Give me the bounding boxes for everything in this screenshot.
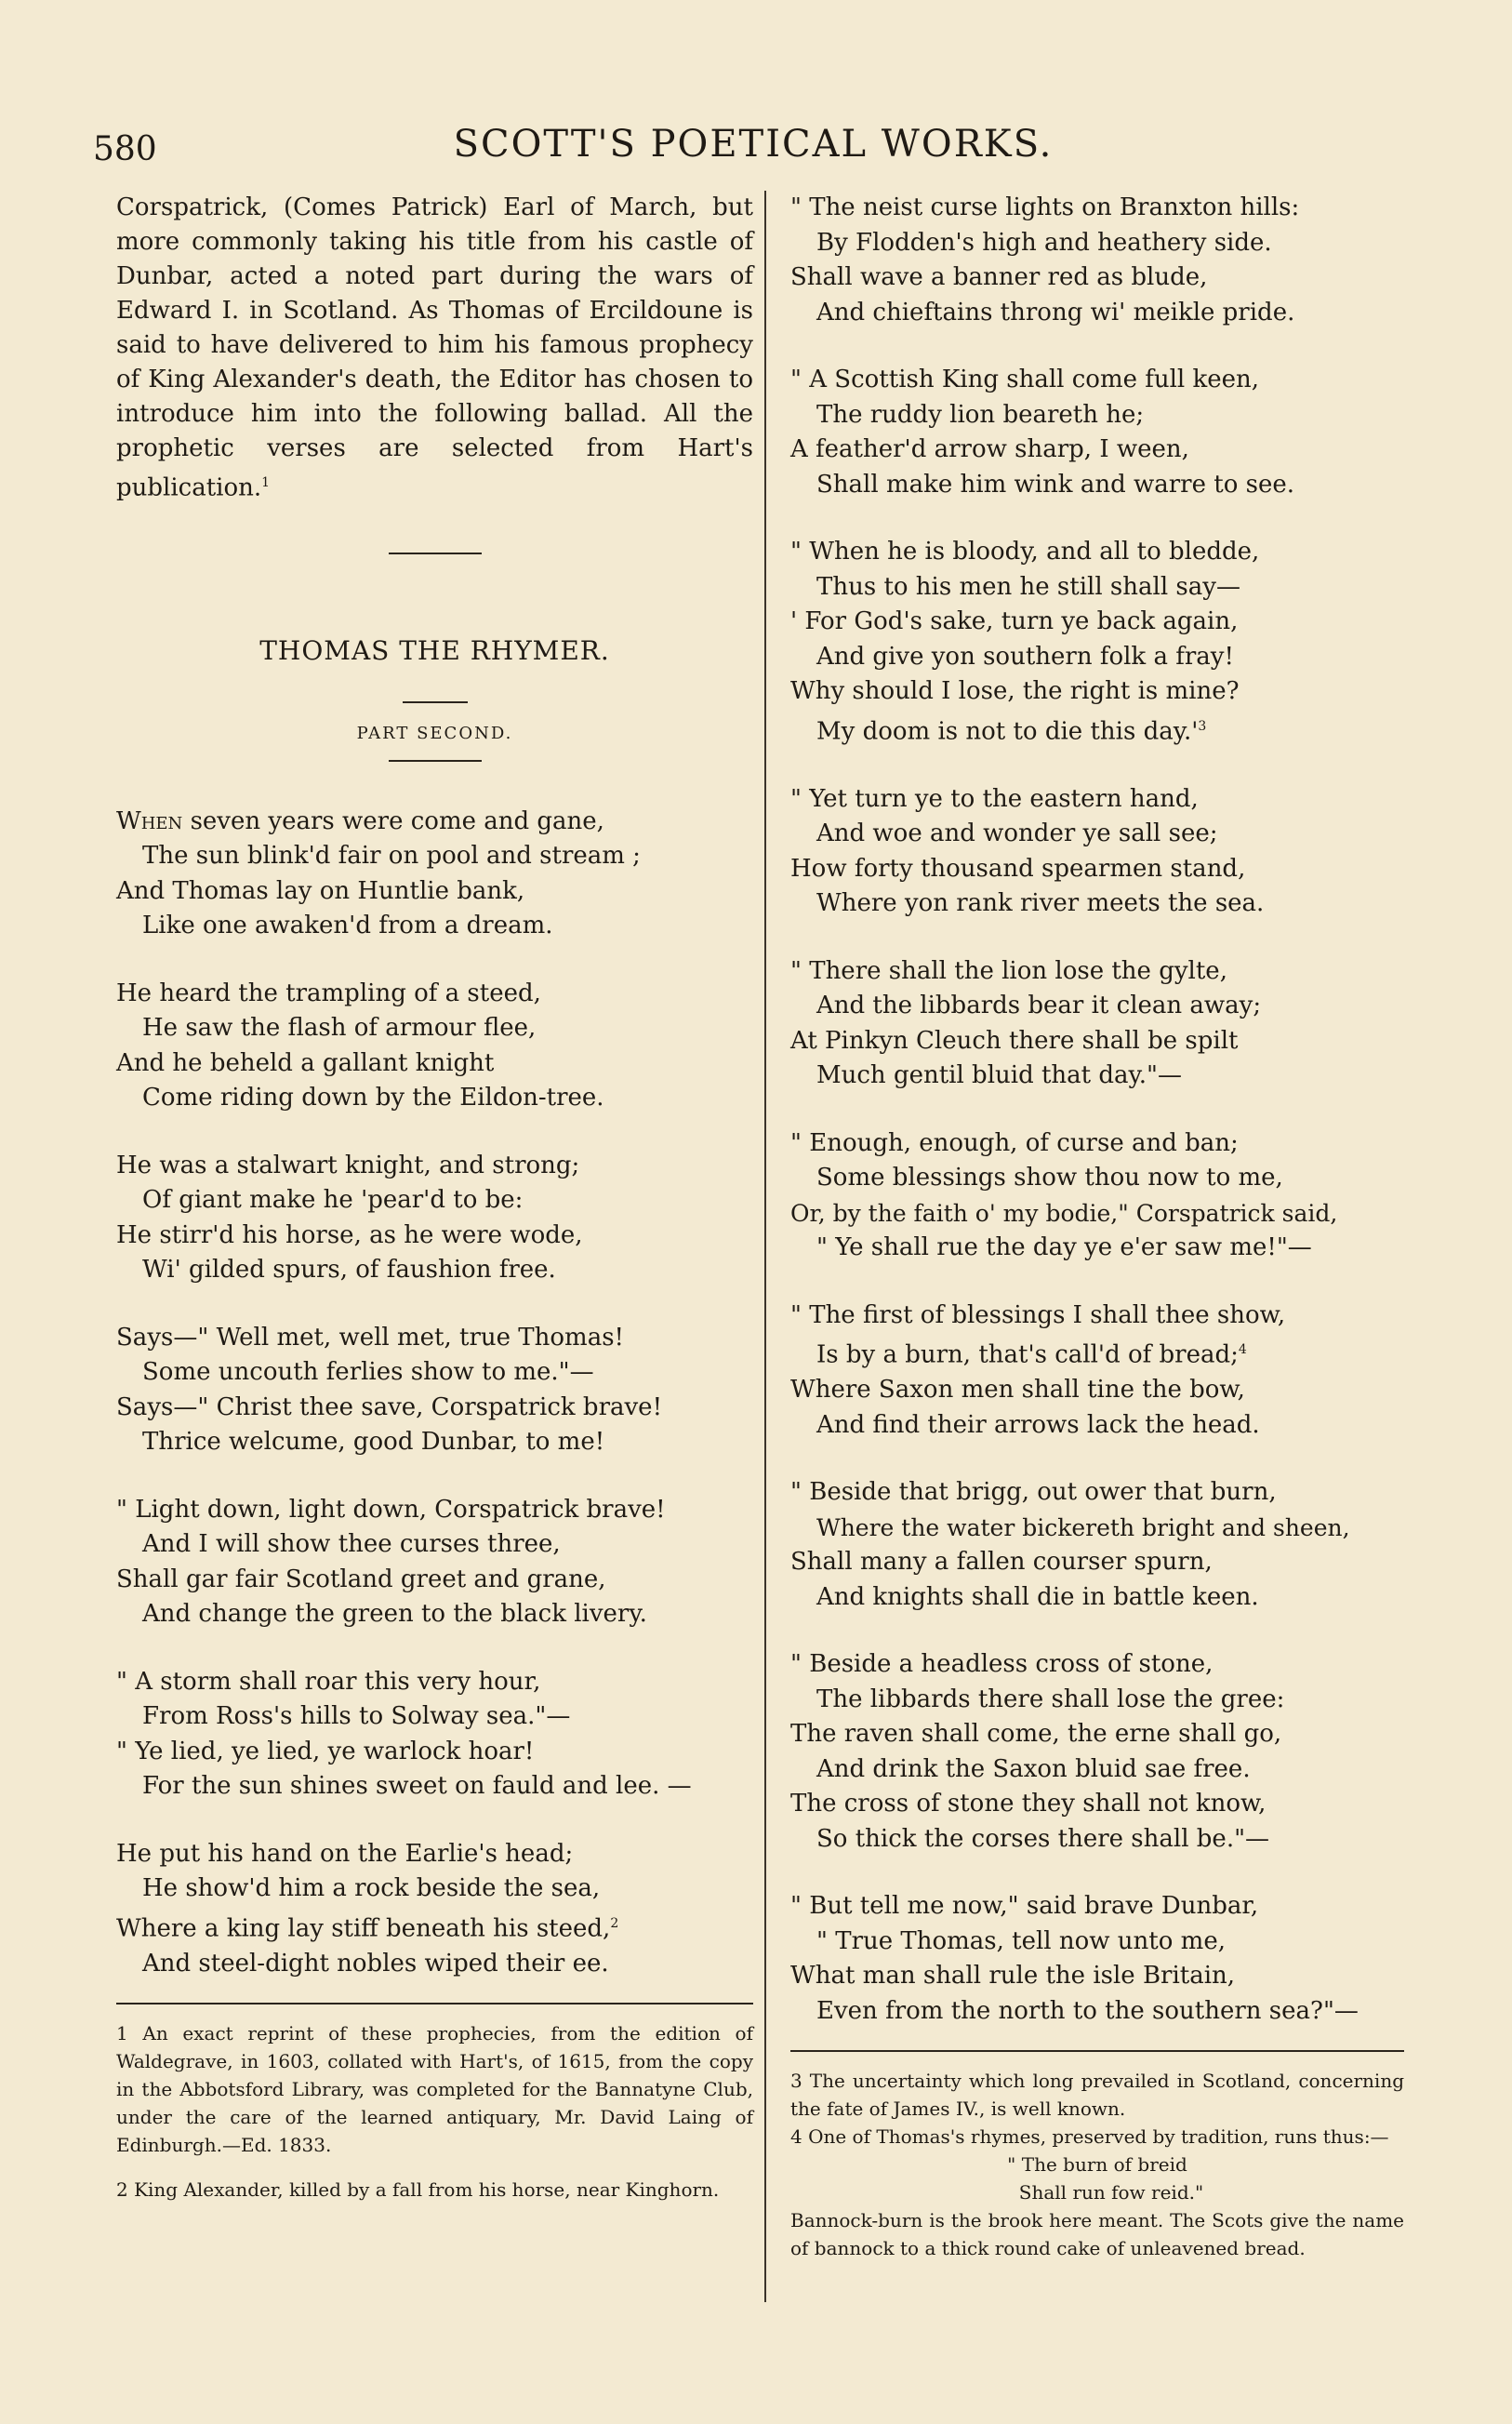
footnote-ref-4: 4 xyxy=(1238,1342,1247,1358)
intro-text: Corspatrick, (Comes Patrick) Earl of March, but more commonly taking his title from his castle of Dunbar, acted a noted part during the wars of Edward I. in Scotland. As Thomas of Ercildoune is said to have delivered to him his famous prophecy of King Alexander's death, the Editor has chosen to introduce him into the following ballad. All the prophetic verses are selected from Hart's publication. xyxy=(116,193,753,502)
verse-text: My doom is not to die this day.' xyxy=(816,717,1199,746)
stanza xyxy=(116,1837,753,1982)
verse-line: For the sun shines sweet on fauld and lee. — xyxy=(142,1772,692,1801)
stanza xyxy=(790,535,1404,750)
verse-line: Come riding down by the Eildon-tree. xyxy=(142,1084,604,1112)
verse-line: Much gentil bluid that day."— xyxy=(816,1061,1182,1090)
verse-line: By Flodden's high and heathery side. xyxy=(816,228,1272,257)
footnote: 3 The uncertainty which long prevailed in Scotland, concerning the fate of James IV., is well known. xyxy=(790,2070,1404,2121)
verse-line: And I will show thee curses three, xyxy=(142,1530,561,1559)
verse-line: " When he is bloody, and all to bledde, xyxy=(790,538,1260,566)
left-column xyxy=(116,191,753,2204)
verse-line: " A storm shall roar this very hour, xyxy=(116,1667,541,1696)
verse-line: " Beside a headless cross of stone, xyxy=(790,1650,1214,1679)
verse-line: Or, by the faith o' my bodie," Corspatrick said, xyxy=(790,1199,1338,1227)
stanza xyxy=(790,1889,1404,2029)
verse-line: Shall many a fallen courser spurn, xyxy=(790,1548,1213,1577)
verse-line xyxy=(790,710,1404,750)
verse-line: Says—" Christ thee save, Corspatrick brave! xyxy=(116,1392,663,1421)
verse-line: Shall make him wink and warre to see. xyxy=(816,470,1294,499)
verse-line: At Pinkyn Cleuch there shall be spilt xyxy=(790,1026,1239,1055)
verse-line: Where the water bickereth bright and sheen, xyxy=(816,1513,1350,1541)
verse-line: He saw the flash of armour flee, xyxy=(142,1014,537,1043)
verse-line: And drink the Saxon bluid sae free. xyxy=(816,1754,1251,1783)
verse-line: " Ye shall rue the day ye e'er saw me!"— xyxy=(816,1233,1312,1262)
poem-title: THOMAS THE RHYMER. xyxy=(259,634,610,666)
verse-line: And the libbards bear it clean away; xyxy=(816,992,1262,1020)
verse-text: Is by a burn, that's call'd of bread; xyxy=(816,1340,1239,1369)
verse-line: Says—" Well met, well met, true Thomas! xyxy=(116,1323,624,1352)
verse-line: " Yet turn ye to the eastern hand, xyxy=(790,784,1199,813)
first-word: When xyxy=(116,806,183,835)
verse-line: And give yon southern folk a fray! xyxy=(816,642,1234,671)
right-poem xyxy=(790,191,1404,2029)
verse-line: He put his hand on the Earlie's head; xyxy=(116,1839,574,1868)
verse-line: And find their arrows lack the head. xyxy=(816,1410,1260,1439)
verse-line: " The first of blessings I shall thee show, xyxy=(790,1300,1286,1329)
verse-line: Of giant make he 'pear'd to be: xyxy=(142,1186,524,1215)
footnote: 2 King Alexander, killed by a fall from his horse, near Kinghorn. xyxy=(116,2178,720,2202)
verse-line: The cross of stone they shall not know, xyxy=(790,1790,1267,1818)
verse-line: A feather'd arrow sharp, I ween, xyxy=(790,435,1189,463)
verse-line: And Thomas lay on Huntlie bank, xyxy=(116,876,525,905)
verse-line: Like one awaken'd from a dream. xyxy=(142,912,553,940)
intro-paragraph xyxy=(116,191,753,506)
verse-line: " The neist curse lights on Branxton hills: xyxy=(790,193,1300,221)
footnote: 1 An exact reprint of these prophecies, from the edition of Waldegrave, in 1603, collated with Hart's, of 1615, from the copy in the Abbotsford Library, was completed for the Bannatyne Club, under the care of the learned antiquary, Mr. David Laing of Edinburgh.—Ed. 1833. xyxy=(116,2022,753,2157)
verse-line: Thrice welcume, good Dunbar, to me! xyxy=(142,1428,605,1457)
verse-line: Where Saxon men shall tine the bow, xyxy=(790,1376,1245,1405)
verse-line: " But tell me now," said brave Dunbar, xyxy=(790,1892,1259,1921)
footnote: Bannock-burn is the brook here meant. The Scots give the name of bannock to a thick round cake of unleavened bread. xyxy=(790,2209,1404,2260)
verse-line: ' For God's sake, turn ye back again, xyxy=(790,607,1239,635)
footnote-quote-line: Shall run fow reid." xyxy=(1018,2181,1204,2204)
verse-line: What man shall rule the isle Britain, xyxy=(790,1962,1236,1991)
part-rule xyxy=(389,760,482,762)
footnote-ref-3: 3 xyxy=(1198,718,1207,734)
verse-text: Where a king lay stiff beneath his steed, xyxy=(116,1914,611,1943)
verse-line: Thus to his men he still shall say— xyxy=(816,572,1240,601)
verse-line: He heard the trampling of a steed, xyxy=(116,979,541,1007)
right-column xyxy=(790,191,1404,2262)
stanza xyxy=(116,1493,753,1632)
stanza xyxy=(790,782,1404,922)
verse-line xyxy=(116,1907,753,1947)
verse-line: The ruddy lion beareth he; xyxy=(816,400,1145,429)
verse-line: And he beheld a gallant knight xyxy=(116,1048,495,1077)
verse-line: Shall wave a banner red as blude, xyxy=(790,263,1208,291)
footnote-quote-line: " The burn of breid xyxy=(1007,2153,1187,2177)
verse-line: He show'd him a rock beside the sea, xyxy=(142,1874,601,1903)
stanza xyxy=(790,954,1404,1094)
footnote-rule xyxy=(116,2003,753,2004)
verse-line: So thick the corses there shall be."— xyxy=(816,1824,1270,1853)
column-divider xyxy=(764,191,766,2302)
left-poem xyxy=(116,805,753,1982)
verse-line: And steel-dight nobles wiped their ee. xyxy=(142,1949,609,1978)
verse-text: seven years were come and gane, xyxy=(190,806,604,835)
verse-line: And woe and wonder ye sall see; xyxy=(816,819,1218,848)
stanza xyxy=(790,1475,1404,1615)
verse-line xyxy=(116,805,753,840)
stanza xyxy=(790,1647,1404,1857)
verse-line: " A Scottish King shall come full keen, xyxy=(790,366,1260,393)
verse-line: Some uncouth ferlies show to me."— xyxy=(142,1358,594,1387)
verse-line: The sun blink'd fair on pool and stream ; xyxy=(142,842,641,871)
page-header xyxy=(93,123,1413,179)
footnote-rule xyxy=(790,2050,1404,2052)
stanza xyxy=(116,1149,753,1288)
verse-line: " Enough, enough, of curse and ban; xyxy=(790,1128,1239,1157)
verse-line: And chieftains throng wi' meikle pride. xyxy=(816,298,1295,326)
verse-line: He was a stalwart knight, and strong; xyxy=(116,1151,580,1179)
footnotes-left xyxy=(116,2019,753,2204)
footnote-ref-2: 2 xyxy=(610,1915,619,1931)
verse-line: " There shall the lion lose the gylte, xyxy=(790,956,1227,985)
running-title: SCOTT'S POETICAL WORKS. xyxy=(453,123,1054,166)
verse-line: Wi' gilded spurs, of faushion free. xyxy=(142,1256,556,1285)
stanza xyxy=(790,363,1404,502)
footnote-ref-1: 1 xyxy=(261,475,271,490)
section-rule xyxy=(389,553,482,554)
verse-line: Some blessings show thou now to me, xyxy=(816,1164,1283,1192)
verse-line: How forty thousand spearmen stand, xyxy=(790,854,1246,883)
verse-line: Shall gar fair Scotland greet and grane, xyxy=(116,1565,606,1593)
verse-line: " Ye lied, ye lied, ye warlock hoar! xyxy=(116,1737,535,1765)
stanza xyxy=(790,191,1404,330)
verse-line: And knights shall die in battle keen. xyxy=(816,1582,1259,1611)
page-number: 580 xyxy=(93,130,157,168)
verse-line: Why should I lose, the right is mine? xyxy=(790,677,1240,705)
footnotes-right xyxy=(790,2067,1404,2262)
stanza xyxy=(116,1321,753,1460)
verse-line: The libbards there shall lose the gree: xyxy=(816,1685,1285,1713)
part-heading: PART SECOND. xyxy=(356,723,513,743)
stanza xyxy=(790,1126,1404,1266)
verse-line xyxy=(790,1333,1404,1373)
stanza xyxy=(116,977,753,1116)
stanza xyxy=(116,805,753,944)
verse-line: Even from the north to the southern sea?"— xyxy=(816,1996,1359,2025)
stanza xyxy=(790,1299,1404,1444)
verse-line: Where yon rank river meets the sea. xyxy=(816,889,1265,918)
verse-line: " True Thomas, tell now unto me, xyxy=(816,1926,1226,1955)
verse-line: From Ross's hills to Solway sea."— xyxy=(142,1702,571,1731)
title-rule xyxy=(403,701,468,703)
verse-line: " Beside that brigg, out ower that burn, xyxy=(790,1478,1277,1507)
verse-line: " Light down, light down, Corspatrick brave! xyxy=(116,1495,666,1524)
verse-line: The raven shall come, the erne shall go, xyxy=(790,1720,1282,1749)
footnote: 4 One of Thomas's rhymes, preserved by tradition, runs thus:— xyxy=(790,2125,1389,2149)
stanza xyxy=(116,1665,753,1805)
verse-line: He stirr'd his horse, as he were wode, xyxy=(116,1220,583,1249)
verse-line: And change the green to the black livery. xyxy=(142,1600,647,1629)
